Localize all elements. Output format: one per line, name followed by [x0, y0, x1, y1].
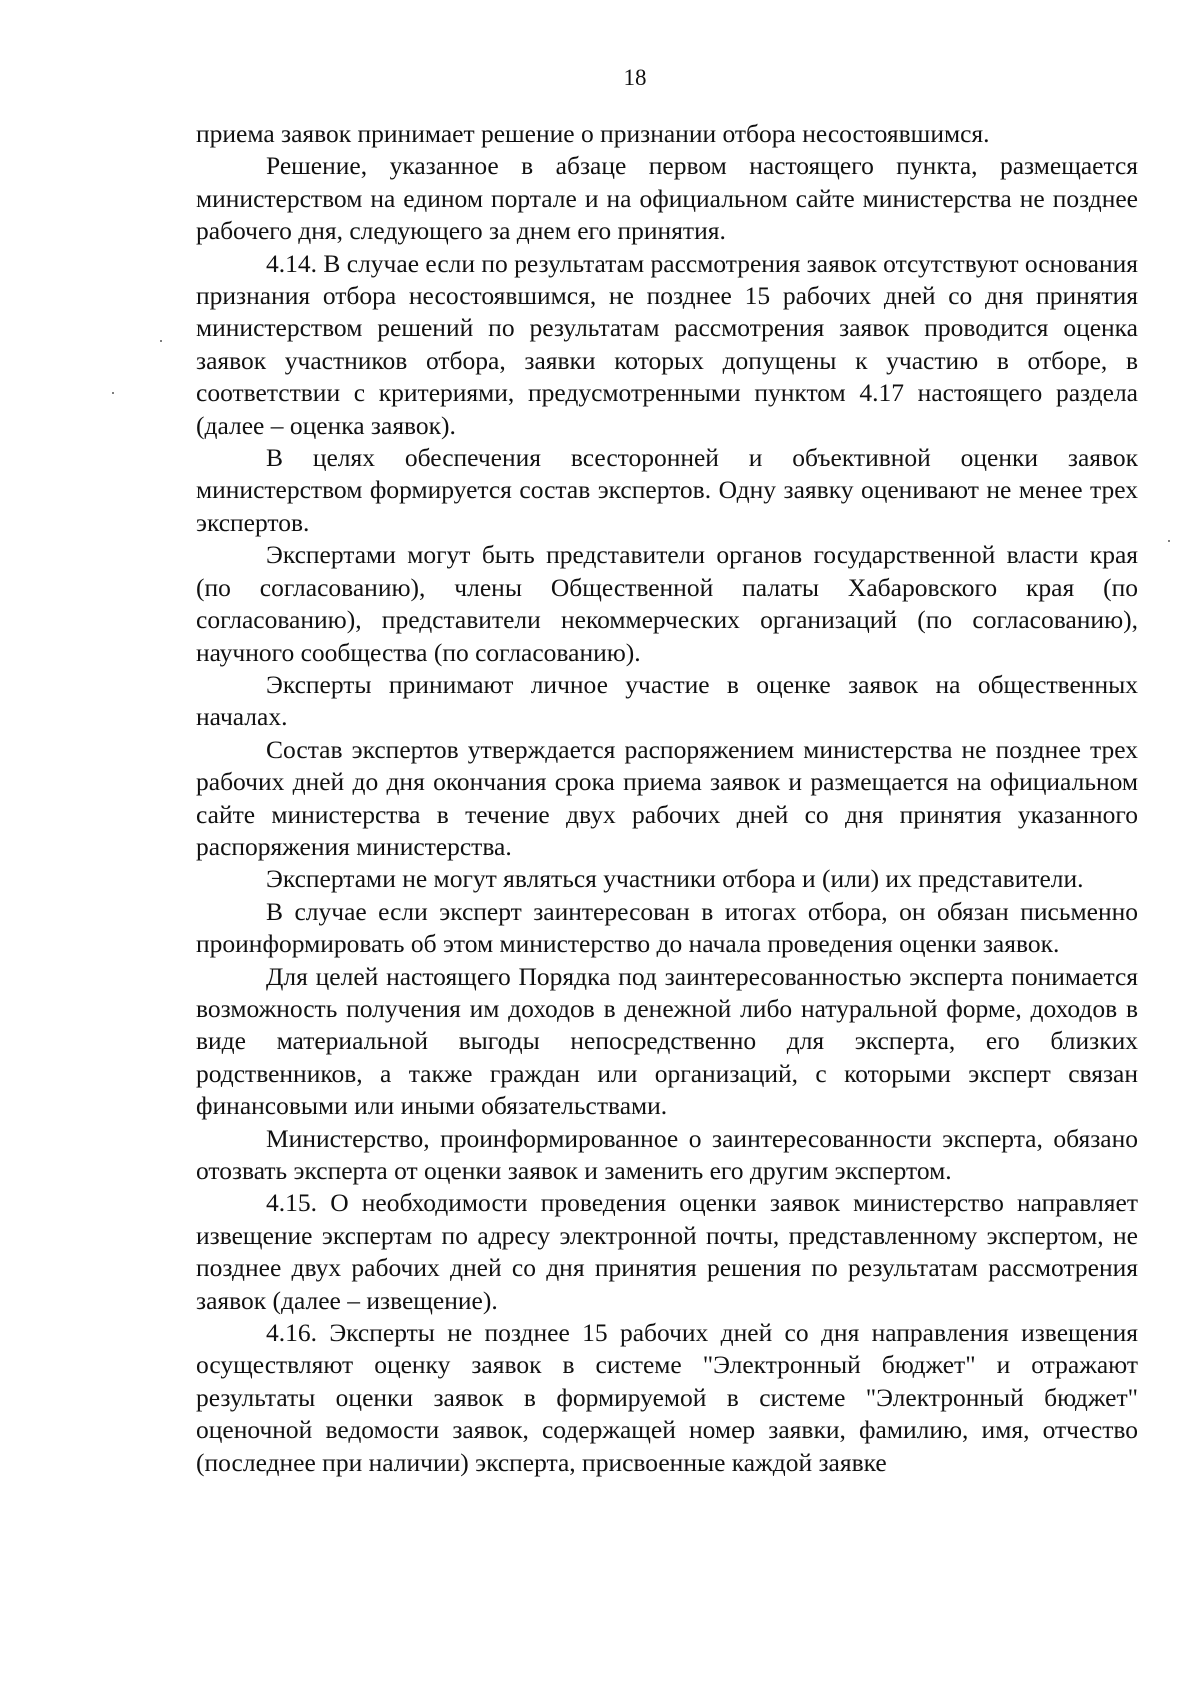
paragraph-4-16: 4.16. Эксперты не позднее 15 рабочих дней со дня направления извещения осуществляют оценку заявок в системе "Электронный бюджет" и отражают результаты оценки заявок в формируемой в системе "Электронный бюджет" оценочной ведомости заявок, содержащей номер заявки, фамилию, имя, отчество (последнее при наличии) эксперта, присвоенные каждой заявке [196, 1318, 1138, 1477]
paragraph-experts-eligibility: Экспертами могут быть представители органов государственной власти края (по согласованию), члены Общественной палаты Хабаровского края (по согласованию), представители некоммерческих организаций (по согласованию), научного сообщества (по согласованию). [196, 540, 1138, 667]
paragraph-conflict-notice: В случае если эксперт заинтересован в итогах отбора, он обязан письменно проинформировать об этом министерство до начала проведения оценки заявок. [196, 896, 1138, 959]
scan-speck [112, 392, 114, 394]
paragraph-decision-publication: Решение, указанное в абзаце первом настоящего пункта, размещается министерством на едином портале и на официальном сайте министерства не позднее рабочего дня, следующего за днем его принятия. [196, 151, 1138, 246]
scan-speck [160, 340, 162, 342]
scan-speck [1168, 540, 1170, 542]
page-number: 18 [623, 65, 647, 90]
paragraph-expert-replacement: Министерство, проинформированное о заинтересованности эксперта, обязано отозвать эксперта от оценки заявок и заменить его другим экспертом. [196, 1123, 1138, 1185]
paragraph-4-14: 4.14. В случае если по результатам рассмотрения заявок отсутствуют основания признания отбора несостоявшимся, не позднее 15 рабочих дней со дня принятия министерством решений по результатам рассмотрения заявок проводится оценка заявок участников отбора, заявки которых допущены к участию в отборе, в соответствии с критериями, предусмотренными пунктом 4.17 настоящего раздела (далее – оценка заявок). [196, 248, 1138, 440]
paragraph-experts-approval: Состав экспертов утверждается распоряжением министерства не позднее трех рабочих дней до дня окончания срока приема заявок и размещается на официальном сайте министерства в течение двух рабочих дней со дня принятия указанного распоряжения министерства. [196, 734, 1138, 861]
paragraph-experts-exclusion: Экспертами не могут являться участники отбора и (или) их представители. [266, 864, 1084, 894]
paragraph-conflict-definition: Для целей настоящего Порядка под заинтересованностью эксперта понимается возможность получения им доходов в денежной либо натуральной форме, доходов в виде материальной выгоды непосредственно для эксперта, его близких родственников, а также граждан или организаций, с которыми эксперт связан финансовыми или иными обязательствами. [196, 961, 1138, 1121]
document-body [196, 118, 1138, 1479]
paragraph-experts-voluntary: Эксперты принимают личное участие в оценке заявок на общественных началах. [196, 669, 1138, 732]
paragraph-continuation: приема заявок принимает решение о признании отбора несостоявшимся. [196, 119, 990, 148]
paragraph-experts-composition: В целях обеспечения всесторонней и объективной оценки заявок министерством формируется состав экспертов. Одну заявку оценивают не менее трех экспертов. [196, 443, 1138, 537]
paragraph-4-15: 4.15. О необходимости проведения оценки заявок министерство направляет извещение экспертам по адресу электронной почты, представленному экспертом, не позднее двух рабочих дней со дня принятия решения по результатам рассмотрения заявок (далее – извещение). [196, 1188, 1138, 1315]
